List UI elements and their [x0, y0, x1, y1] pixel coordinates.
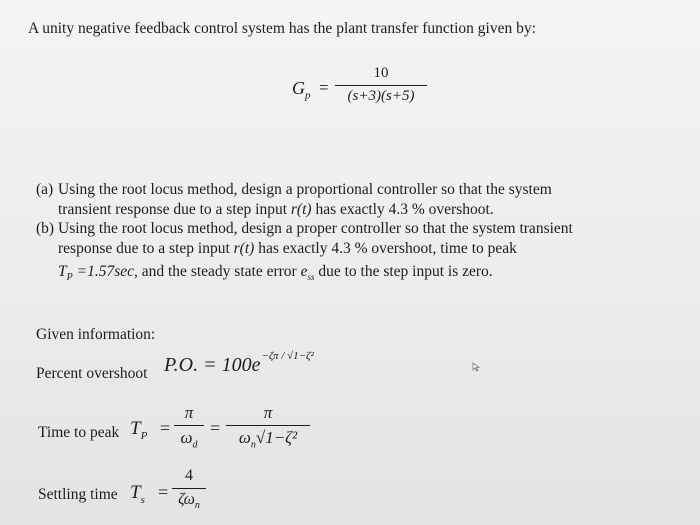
peak-time-equals-2: =: [210, 418, 221, 438]
settling-time-equals: =: [158, 482, 169, 502]
plant-tf-fraction-bar: [335, 85, 427, 86]
peak-time-equals: =: [160, 418, 171, 438]
peak-time-lhs: $T_P$: [130, 418, 148, 442]
settling-time-label: Settling time: [38, 486, 118, 503]
plant-transfer-function: [292, 64, 442, 116]
part-a-line2: transient response due to a step input r(t) has exactly 4.3 % overshoot.: [58, 201, 494, 218]
settling-time-den: $\zeta\omega_n$: [178, 491, 200, 512]
mouse-cursor-icon: [472, 362, 482, 372]
settling-time-lhs: $T_s$: [130, 482, 145, 506]
settling-time-num: 4: [185, 467, 193, 484]
settling-time-bar: [172, 488, 206, 489]
plant-tf-denominator: (s+3)(s+5): [347, 88, 415, 104]
overshoot-exponent: −ζπ / √1−ζ²: [261, 350, 314, 362]
peak-time-frac2-num: π: [263, 403, 273, 422]
settling-time-formula: [130, 462, 220, 518]
problem-intro: A unity negative feedback control system has the plant transfer function given by:: [28, 20, 536, 37]
peak-time-frac1-bar: [174, 425, 204, 426]
overshoot-formula: [164, 350, 314, 377]
overshoot-lhs: P.O. = 100e: [164, 354, 261, 376]
peak-time-fraction-2: [226, 403, 310, 451]
given-heading: Given information:: [36, 326, 156, 343]
peak-time-frac2-bar: [226, 425, 310, 426]
plant-tf-numerator: 10: [373, 65, 389, 81]
settling-time-fraction: [172, 467, 206, 512]
overshoot-label: Percent overshoot: [36, 365, 148, 382]
part-b-line2: response due to a step input r(t) has exactly 4.3 % overshoot, time to peak: [58, 240, 517, 257]
part-a-label: (a): [36, 181, 54, 198]
peak-time-frac1-num: π: [184, 403, 194, 422]
peak-time-label: Time to peak: [38, 424, 120, 441]
plant-tf-lhs: $G_p$: [292, 78, 311, 102]
part-b-line1: Using the root locus method, design a proper controller so that the system transient: [58, 220, 573, 237]
peak-time-fraction-1: [174, 403, 204, 451]
part-b-line3: $T_P =1.57\sec$, and the steady state error $e_{ss}$ due to the step input is zero.: [58, 263, 493, 284]
part-a-line1: Using the root locus method, design a proportional controller so that the system: [58, 181, 552, 198]
plant-tf-fraction: [335, 66, 427, 104]
part-b-label: (b): [36, 220, 55, 237]
peak-time-frac2-den: $\omega_n√1-\zeta^2$: [238, 428, 298, 451]
plant-tf-equals: =: [319, 78, 329, 97]
peak-time-formula: [130, 396, 330, 456]
peak-time-frac1-den: $\omega_d$: [180, 428, 198, 451]
